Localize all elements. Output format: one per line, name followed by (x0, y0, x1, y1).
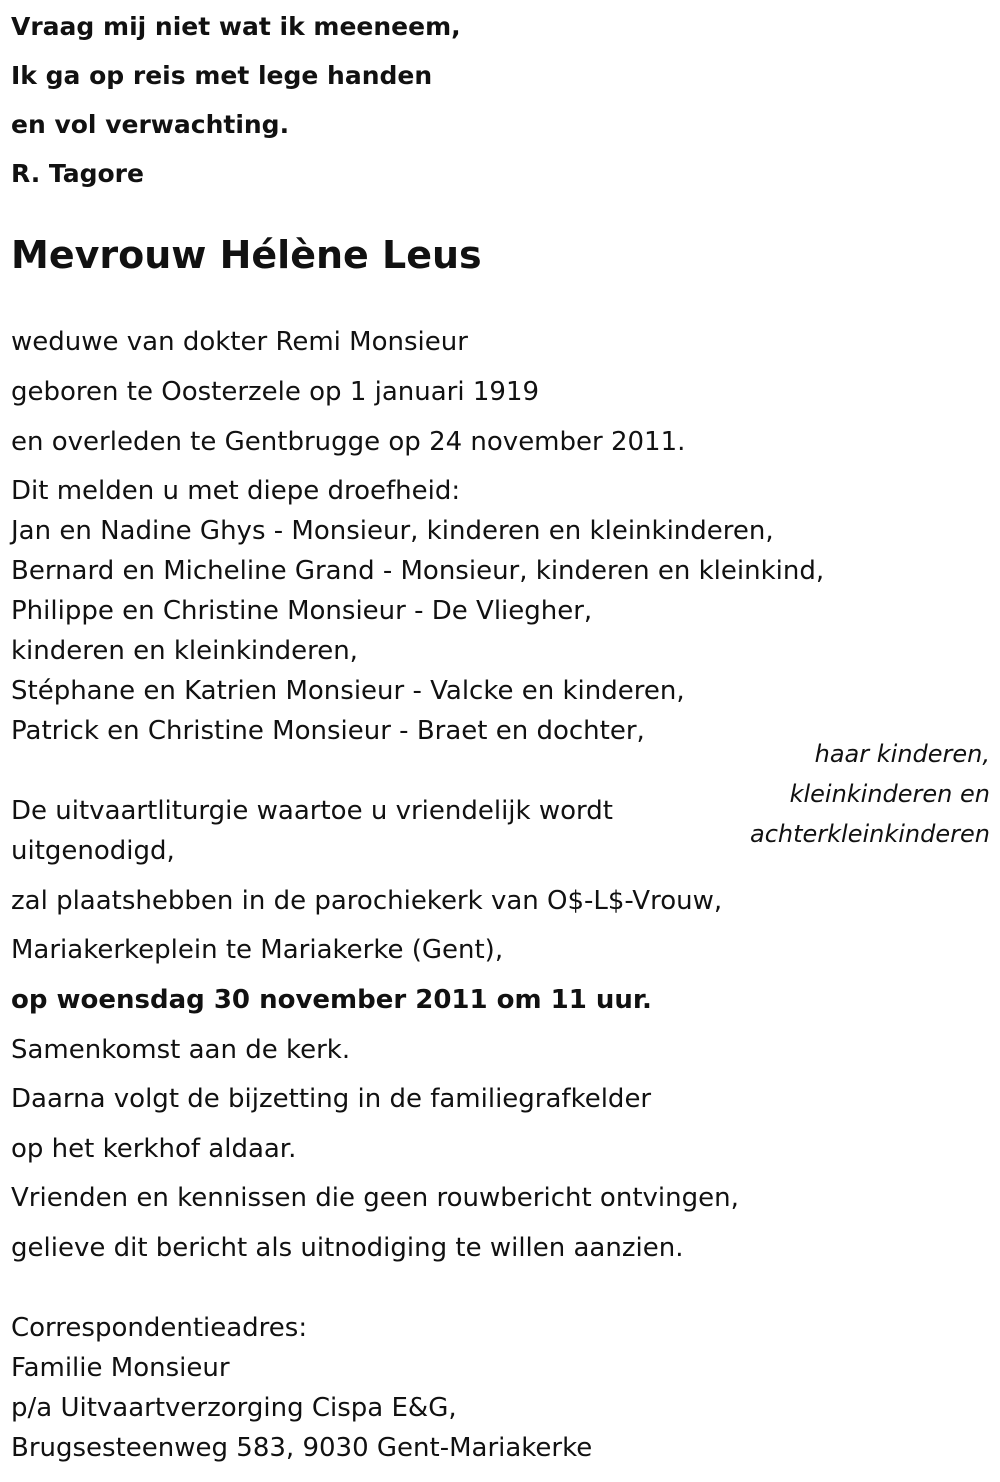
family-line: Bernard en Micheline Grand - Monsieur, kinderen en kleinkind, (11, 556, 825, 586)
signoff-line: kleinkinderen en (789, 780, 990, 808)
signoff-line: achterkleinkinderen (750, 820, 990, 848)
correspondence-line: Brugsesteenweg 583, 9030 Gent-Mariakerke (11, 1433, 593, 1463)
location-line: zal plaatshebben in de parochiekerk van O$-L$-Vrouw, (11, 886, 723, 916)
funeral-detail: Daarna volgt de bijzetting in de familiegrafkelder (11, 1084, 652, 1114)
location-line: Mariakerkeplein te Mariakerke (Gent), (11, 935, 504, 965)
widow-line: weduwe van dokter Remi Monsieur (11, 327, 468, 357)
family-line: Philippe en Christine Monsieur - De Vliegher, (11, 596, 593, 626)
quote-line: Ik ga op reis met lege handen (11, 61, 433, 90)
announcement-intro: Dit melden u met diepe droefheid: (11, 476, 461, 506)
funeral-detail: op het kerkhof aldaar. (11, 1134, 297, 1164)
funeral-detail: gelieve dit bericht als uitnodiging te willen aanzien. (11, 1233, 684, 1263)
born-line: geboren te Oosterzele op 1 januari 1919 (11, 377, 540, 407)
quote-author: R. Tagore (11, 159, 144, 188)
family-line: Stéphane en Katrien Monsieur - Valcke en kinderen, (11, 676, 685, 706)
family-line: kinderen en kleinkinderen, (11, 636, 358, 666)
died-line: en overleden te Gentbrugge op 24 november 2011. (11, 427, 686, 457)
quote-line: Vraag mij niet wat ik meeneem, (11, 12, 461, 41)
correspondence-line: p/a Uitvaartverzorging Cispa E&G, (11, 1393, 457, 1423)
quote-line: en vol verwachting. (11, 110, 290, 139)
correspondence-line: Familie Monsieur (11, 1353, 230, 1383)
funeral-detail: Vrienden en kennissen die geen rouwbericht ontvingen, (11, 1183, 739, 1213)
deceased-name: Mevrouw Hélène Leus (11, 233, 482, 277)
invite-line: De uitvaartliturgie waartoe u vriendelijk wordt (11, 796, 613, 826)
family-line: Patrick en Christine Monsieur - Braet en dochter, (11, 716, 645, 746)
correspondence-label: Correspondentieadres: (11, 1313, 308, 1343)
funeral-datetime: op woensdag 30 november 2011 om 11 uur. (11, 985, 652, 1015)
funeral-detail: Samenkomst aan de kerk. (11, 1035, 351, 1065)
invite-line: uitgenodigd, (11, 836, 175, 866)
signoff-line: haar kinderen, (814, 740, 990, 768)
family-line: Jan en Nadine Ghys - Monsieur, kinderen en kleinkinderen, (11, 516, 774, 546)
